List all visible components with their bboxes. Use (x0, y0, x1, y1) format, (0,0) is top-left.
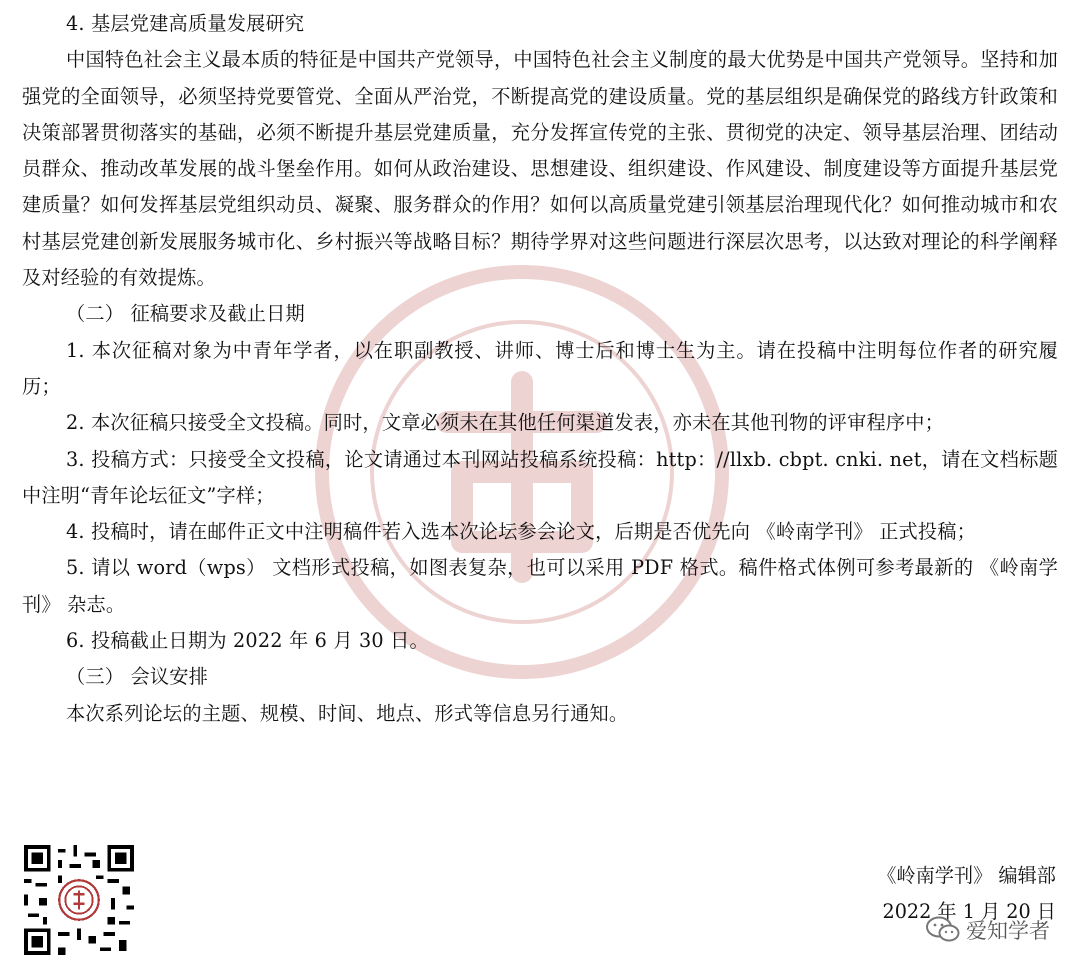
subsection-heading: （三） 会议安排 (66, 665, 209, 689)
meeting-paragraph: 本次系列论坛的主题、规模、时间、地点、形式等信息另行通知。 (66, 701, 629, 725)
section-heading: 4. 基层党建高质量发展研究 (66, 12, 305, 35)
requirement-item: 4. 投稿时，请在邮件正文中注明稿件若入选本次论坛参会论文，后期是否优先向 《岭南学刊》 正式投稿； (66, 520, 977, 544)
brand-label: 爱知学者 (966, 919, 1050, 943)
signature-date: 2022 年 1 月 20 日 (882, 900, 1056, 923)
requirement-item: 5. 请以 word（wps） 文档形式投稿，如图表复杂，也可以采用 PDF 格式。稿件格式体例可参考最新的 《岭南学刊》 杂志。 (22, 556, 1058, 616)
requirement-item: 3. 投稿方式：只接受全文投稿，论文请通过本刊网站投稿系统投稿：http：//llxb. cbpt. cnki. net，请在文档标题中注明“青年论坛征文”字样； (22, 447, 1058, 507)
wechat-icon (926, 916, 960, 944)
requirement-item: 2. 本次征稿只接受全文投稿。同时，文章必须未在其他任何渠道发表，亦未在其他刊物的评审程序中； (66, 411, 945, 435)
requirement-item: 1. 本次征稿对象为中青年学者，以在职副教授、讲师、博士后和博士生为主。请在投稿中注明每位作者的研究履历； (22, 338, 1058, 398)
requirement-item: 6. 投稿截止日期为 2022 年 6 月 30 日。 (66, 629, 429, 653)
subsection-heading: （二） 征稿要求及截止日期 (66, 302, 305, 326)
editorial-office: 《岭南学刊》 编辑部 (877, 864, 1056, 887)
qr-code-icon[interactable] (24, 845, 134, 955)
article-body (22, 6, 1058, 732)
wechat-brand (926, 915, 1050, 945)
section-paragraph: 中国特色社会主义最本质的特征是中国共产党领导，中国特色社会主义制度的最大优势是中国共产党领导。坚持和加强党的全面领导，必须坚持党要管党、全面从严治党，不断提高党的建设质量。党的基层组织是确保党的路线方针政策和决策部署贯彻落实的基础，必须不断提升基层党建质量，充分发挥宣传党的主张、贯彻党的决定、领导基层治理、团结动员群众、推动改革发展的战斗堡垒作用。如何从政治建设、思想建设、组织建设、作风建设、制度建设等方面提升基层党建质量？如何发挥基层党组织动员、凝聚、服务群众的作用？如何以高质量党建引领基层治理现代化？如何推动城市和农村基层党建创新发展服务城市化、乡村振兴等战略目标？期待学界对这些问题进行深层次思考，以达致对理论的科学阐释及对经验的有效提炼。 (22, 48, 1058, 290)
